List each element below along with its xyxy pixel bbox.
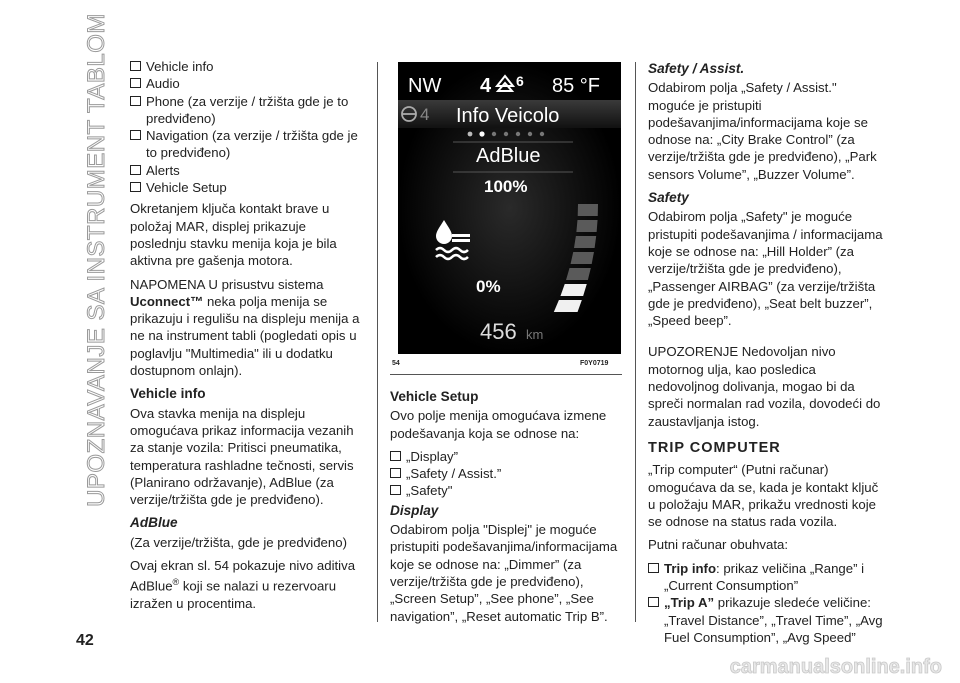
paragraph: Ova stavka menija na displeju omogućava prikaz informacija vezanih za stanje vozila: Pritisci pneumatika, temperatura rashladne tečnosti, servis (Planirano održavanje), AdBlue (za verzije/tržišta gde je predviđeno). xyxy=(130,405,354,508)
display-svg xyxy=(398,62,621,354)
bullet-box-icon xyxy=(130,130,141,140)
warning-paragraph: UPOZORENJE Nedovoljan nivo motornog ulja, kao posledica nedovoljnog dolivanja, mogao bi da spreči normalan rad vozila, dovodeći do zaustavljanja istog. xyxy=(648,344,881,429)
list-item: „Trip A” prikazuje sledeće veličine: „Travel Distance”, „Travel Time”, „Avg Fuel Consumption”, „Avg Speed” xyxy=(648,594,884,646)
bullet-box-icon xyxy=(130,165,141,175)
heading-vehicle-setup: Vehicle Setup xyxy=(390,389,479,404)
bullet-box-icon xyxy=(130,182,141,192)
page-number: 42 xyxy=(76,632,94,649)
list-item: Phone (za verzije / tržišta gde je to predviđeno) xyxy=(130,93,366,128)
gauge-segment xyxy=(566,268,591,280)
heading-safety-assist: Safety / Assist. xyxy=(648,61,745,76)
temperature: 85 °F xyxy=(552,75,601,97)
paragraph: Ovaj ekran sl. 54 pokazuje nivo aditiva AdBlue® koji se nalazi u rezervoaru izražen u procentima. xyxy=(130,558,356,611)
paragraph: Okretanjem ključa kontakt brave u položaj MAR, displej prikazuje poslednju stavku menija koja je bila aktivna pre gašenja motora. xyxy=(130,201,337,269)
gauge-segment xyxy=(578,204,598,216)
column-divider xyxy=(377,62,378,622)
figure-number: 54 xyxy=(392,360,400,367)
compass-heading: NW xyxy=(408,75,442,97)
heading-trip-computer: TRIP COMPUTER xyxy=(648,439,781,456)
paragraph: Odabirom polja "Displej" je moguće pristupiti podešavanjima/informacijama koje se odnose na: „Dimmer” (za verzije/tržišta gde je predviđeno), „Screen Setup”, „See phone”, „See navigation”, „Reset automatic Trip B”. xyxy=(390,522,618,624)
next-gear: 6 xyxy=(516,73,524,89)
heading-vehicle-info: Vehicle info xyxy=(130,386,206,402)
paragraph: Odabirom polja „Safety / Assist." moguće je pristupiti podešavanjima/informacijama koje se odnose na: „City Brake Control” (za verzije/tržišta gde je predviđeno), „Park sensors Volume”, „Buzzer Volume”. xyxy=(648,80,877,182)
column-1 xyxy=(130,58,366,618)
paragraph: (Za verzije/tržišta, gde je predviđeno) xyxy=(130,534,347,550)
side-section-title: UPOZNAVANJE SA INSTRUMENT TABLOM xyxy=(83,13,110,507)
level-min-label: 0% xyxy=(476,277,501,296)
heading-display: Display xyxy=(390,502,439,518)
bullet-box-icon xyxy=(648,597,659,607)
range-value: 456 xyxy=(480,319,517,344)
bullet-box-icon xyxy=(130,96,141,106)
menu-title: Info Veicolo xyxy=(456,105,560,127)
paragraph: „Trip computer“ (Putni računar) omogućava da se, kada je kontakt ključ u položaju MAR, prikažu vrednosti koje se odnose na status rada vozila. xyxy=(648,462,879,530)
instrument-display-figure xyxy=(398,62,621,354)
watermark: carmanualsonline.info xyxy=(729,656,942,678)
menu-number: 4 xyxy=(420,105,430,124)
list-item: Trip info: prikaz veličina „Range” i „Current Consumption” xyxy=(648,560,884,595)
gauge-segment xyxy=(571,252,594,264)
item-title: AdBlue xyxy=(476,145,541,167)
column-2 xyxy=(390,386,626,631)
bullet-box-icon xyxy=(390,485,401,495)
gear-indicator: 4 xyxy=(480,75,492,97)
list-item: „Display” xyxy=(390,448,626,465)
bullet-box-icon xyxy=(130,61,141,71)
range-unit: km xyxy=(526,327,544,342)
bullet-box-icon xyxy=(390,468,401,478)
figure-caption-rule xyxy=(390,374,622,375)
list-item: Audio xyxy=(130,75,366,92)
paragraph: Ovo polje menija omogućava izmene podešavanja koja se odnose na: xyxy=(390,408,607,441)
brand-name: Uconnect™ xyxy=(130,293,204,309)
list-item: Alerts xyxy=(130,162,366,179)
gauge-segment xyxy=(574,236,596,248)
column-divider xyxy=(635,62,636,622)
heading-safety: Safety xyxy=(648,190,689,206)
bullet-box-icon xyxy=(130,78,141,88)
list-item: Vehicle info xyxy=(130,58,366,75)
gauge-segment xyxy=(560,284,586,296)
bullet-box-icon xyxy=(648,563,659,573)
figure-code: F0Y0719 xyxy=(580,360,609,367)
paragraph: Putni računar obuhvata: xyxy=(648,537,789,553)
column-3 xyxy=(648,58,884,646)
list-item: Vehicle Setup xyxy=(130,179,366,196)
paragraph: Odabirom polja „Safety" je moguće pristupiti podešavanjima / informacijama koje se odnose na: „Hill Holder” (za verzije/tržišta gde je predviđeno), „Passenger AIRBAG” (za verzije/tržišta gde je predviđeno), „Seat belt buzzer”, „Speed beep”. xyxy=(648,209,883,329)
heading-adblue: AdBlue xyxy=(130,515,178,531)
list-item: „Safety" xyxy=(390,482,626,499)
gauge-segment xyxy=(576,220,597,232)
list-item: Navigation (za verzije / tržišta gde je to predviđeno) xyxy=(130,127,366,162)
level-max-label: 100% xyxy=(484,177,528,196)
bullet-box-icon xyxy=(390,451,401,461)
list-item: „Safety / Assist.” xyxy=(390,465,626,482)
note-paragraph: NAPOMENA U prisustvu sistema Uconnect™ neka polja menija se prikazuju i regulišu na displeju menija a ne na instrument tabli (pogledati opis u poglavlju "Multimedia" ili u dodatku dostupnom onlajn). xyxy=(130,276,360,379)
